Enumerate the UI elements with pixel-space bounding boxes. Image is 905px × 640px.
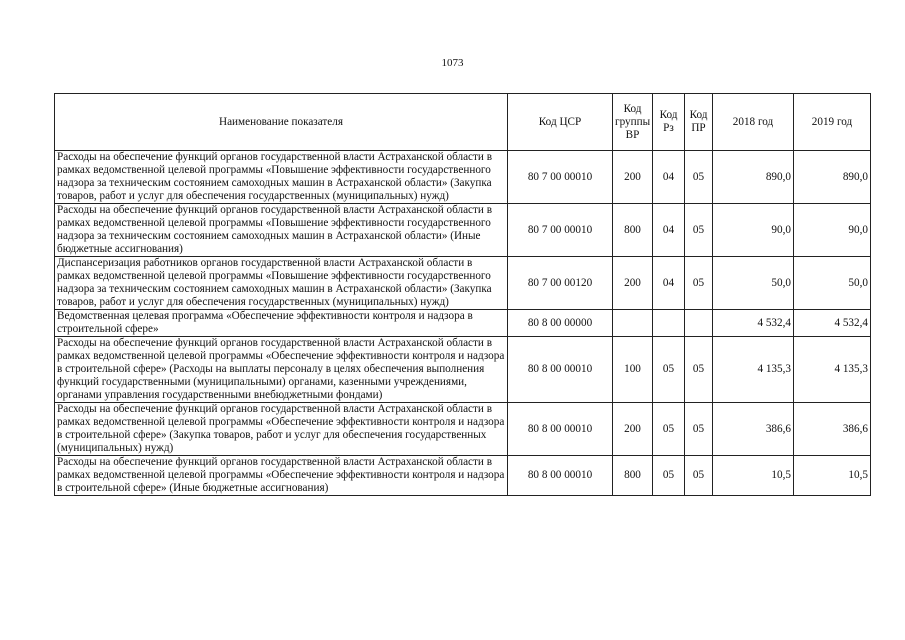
row-pr: 05 — [685, 403, 713, 456]
row-rz — [653, 310, 685, 337]
table-row — [55, 456, 871, 496]
row-2018: 4 135,3 — [713, 337, 794, 403]
row-2019: 50,0 — [794, 257, 871, 310]
row-csr: 80 8 00 00010 — [508, 456, 613, 496]
row-vr: 200 — [613, 403, 653, 456]
row-2019: 4 532,4 — [794, 310, 871, 337]
row-pr: 05 — [685, 204, 713, 257]
row-name: Ведомственная целевая программа «Обеспечение эффективности контроля и надзора в строительной сфере» — [55, 310, 508, 337]
row-rz: 05 — [653, 337, 685, 403]
page-number: 1073 — [441, 57, 464, 69]
row-pr — [685, 310, 713, 337]
row-csr: 80 7 00 00120 — [508, 257, 613, 310]
table-row — [55, 403, 871, 456]
row-2019: 890,0 — [794, 151, 871, 204]
row-vr: 200 — [613, 257, 653, 310]
table-row — [55, 310, 871, 337]
row-name: Расходы на обеспечение функций органов государственной власти Астраханской области в рамках ведомственной целевой программы «Повышение эффективности государственного надзора за техническим состоянием самоходных машин в Астраханской области» (Иные бюджетные ассигнования) — [55, 204, 508, 257]
row-2019: 386,6 — [794, 403, 871, 456]
row-2019: 90,0 — [794, 204, 871, 257]
row-vr: 800 — [613, 456, 653, 496]
row-rz: 04 — [653, 257, 685, 310]
header-2019: 2019 год — [794, 94, 871, 151]
row-name: Расходы на обеспечение функций органов государственной власти Астраханской области в рамках ведомственной целевой программы «Обеспечение эффективности контроля и надзора в строительной сфере» (Иные бюджетные ассигнования) — [55, 456, 508, 496]
row-2018: 10,5 — [713, 456, 794, 496]
table-row — [55, 151, 871, 204]
header-rz: Код Рз — [653, 94, 685, 151]
row-vr: 800 — [613, 204, 653, 257]
row-csr: 80 8 00 00010 — [508, 337, 613, 403]
table-row — [55, 337, 871, 403]
row-2018: 50,0 — [713, 257, 794, 310]
row-2018: 90,0 — [713, 204, 794, 257]
row-vr — [613, 310, 653, 337]
row-name: Расходы на обеспечение функций органов государственной власти Астраханской области в рамках ведомственной целевой программы «Повышение эффективности государственного надзора за техническим состоянием самоходных машин в Астраханской области» (Закупка товаров, работ и услуг для обеспечения государственных (муниципальных) нужд) — [55, 151, 508, 204]
header-2018: 2018 год — [713, 94, 794, 151]
row-vr: 200 — [613, 151, 653, 204]
row-name: Расходы на обеспечение функций органов государственной власти Астраханской области в рамках ведомственной целевой программы «Обеспечение эффективности контроля и надзора в строительной сфере» (Закупка товаров, работ и услуг для обеспечения государственных (муниципальных) нужд) — [55, 403, 508, 456]
row-name: Расходы на обеспечение функций органов государственной власти Астраханской области в рамках ведомственной целевой программы «Обеспечение эффективности контроля и надзора в строительной сфере» (Расходы на выплаты персоналу в целях обеспечения выполнения функций государственными (муниципальными) органами, казенными учреждениями, органами управления государственными внебюджетными фондами) — [55, 337, 508, 403]
row-rz: 04 — [653, 151, 685, 204]
table-header-row — [55, 94, 871, 151]
row-2018: 890,0 — [713, 151, 794, 204]
row-pr: 05 — [685, 337, 713, 403]
row-csr: 80 8 00 00000 — [508, 310, 613, 337]
row-pr: 05 — [685, 456, 713, 496]
header-csr: Код ЦСР — [508, 94, 613, 151]
row-vr: 100 — [613, 337, 653, 403]
header-vr: Код группы ВР — [613, 94, 653, 151]
row-pr: 05 — [685, 257, 713, 310]
header-pr: Код ПР — [685, 94, 713, 151]
table-row — [55, 257, 871, 310]
row-name: Диспансеризация работников органов государственной власти Астраханской области в рамках ведомственной целевой программы «Повышение эффективности государственного надзора за техническим состоянием самоходных машин в Астраханской области» (Закупка товаров, работ и услуг для обеспечения государственных (муниципальных) нужд) — [55, 257, 508, 310]
row-csr: 80 7 00 00010 — [508, 204, 613, 257]
row-csr: 80 8 00 00010 — [508, 403, 613, 456]
budget-table — [54, 93, 871, 496]
row-2019: 10,5 — [794, 456, 871, 496]
table-row — [55, 204, 871, 257]
row-2019: 4 135,3 — [794, 337, 871, 403]
row-2018: 386,6 — [713, 403, 794, 456]
row-rz: 04 — [653, 204, 685, 257]
row-2018: 4 532,4 — [713, 310, 794, 337]
row-csr: 80 7 00 00010 — [508, 151, 613, 204]
header-name: Наименование показателя — [55, 94, 508, 151]
row-rz: 05 — [653, 456, 685, 496]
row-rz: 05 — [653, 403, 685, 456]
row-pr: 05 — [685, 151, 713, 204]
